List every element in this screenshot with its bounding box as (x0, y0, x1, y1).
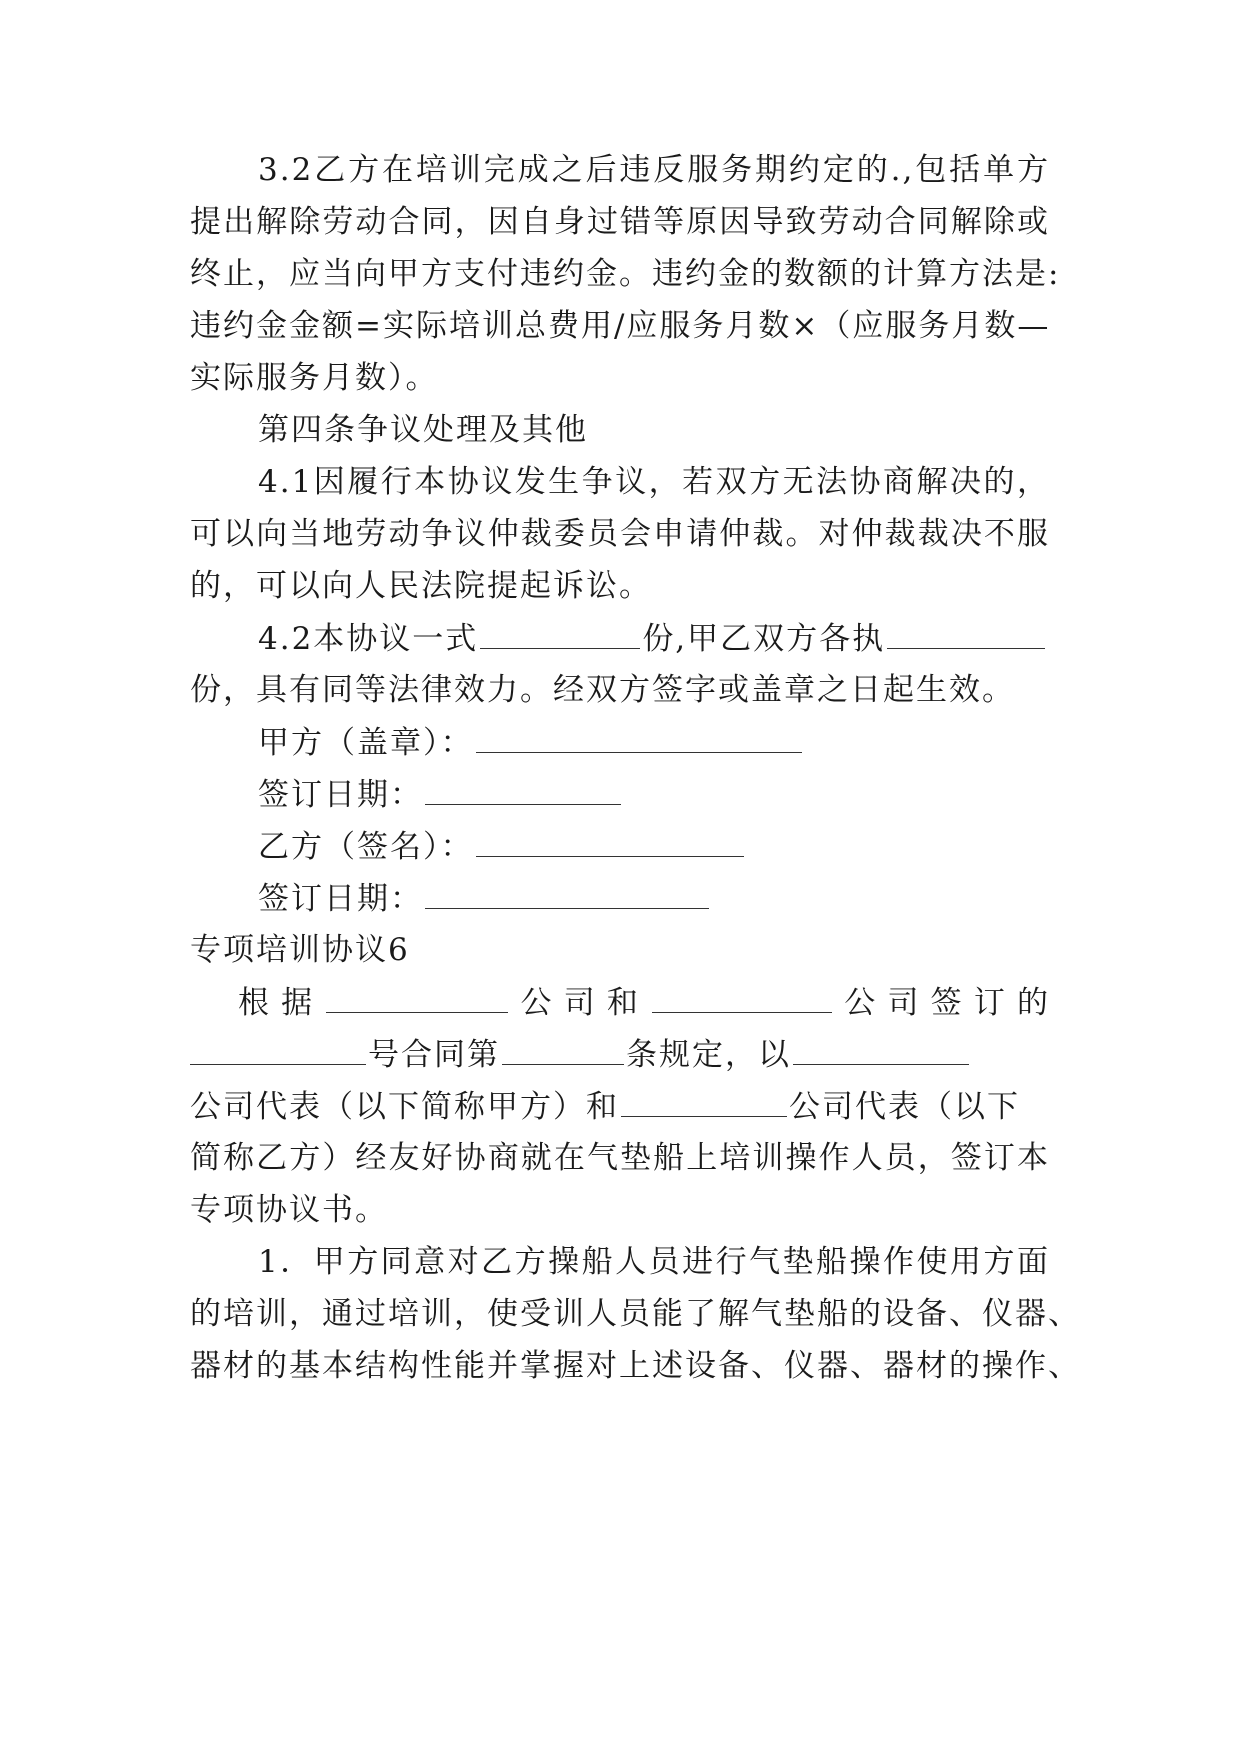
text-segment: 公司签订的 (834, 985, 1051, 1021)
company-blank[interactable] (652, 982, 832, 1013)
party-b-date-blank[interactable] (425, 878, 709, 909)
paragraph-line: 4.1因履行本协议发生争议，若双方无法协商解决的， (258, 464, 1050, 500)
paragraph-line (258, 618, 1050, 659)
copies-text: 4.2本协议一式 (258, 621, 479, 657)
text-segment: 号合同第 (368, 1037, 500, 1073)
party-b-blank[interactable] (476, 826, 744, 857)
paragraph-line: 1．甲方同意对乙方操船人员进行气垫船操作使用方面 (258, 1244, 1050, 1280)
company-blank[interactable] (793, 1034, 969, 1065)
each-party-blank[interactable] (887, 618, 1045, 649)
paragraph-line: 终止，应当向甲方支付违约金。违约金的数额的计算方法是: (190, 256, 1061, 292)
party-a-signature-line (258, 722, 1050, 763)
each-party-text: 份,甲乙双方各执 (642, 621, 886, 657)
paragraph-line (238, 982, 1050, 1023)
sign-date-label: 签订日期： (258, 881, 423, 917)
party-b-label: 乙方（签名）： (258, 829, 474, 865)
text-segment: 公司和 (510, 985, 651, 1021)
party-b-signature-line (258, 826, 1050, 867)
party-a-label: 甲方（盖章）： (258, 725, 474, 761)
copies-blank[interactable] (480, 618, 640, 649)
paragraph-line (190, 1034, 1050, 1075)
text-segment: 公司代表（以下简称甲方）和 (190, 1089, 619, 1125)
document-title: 专项培训协议6 (190, 932, 410, 968)
company-blank[interactable] (326, 982, 508, 1013)
paragraph-line: 份，具有同等法律效力。经双方签字或盖章之日起生效。 (190, 672, 1015, 708)
paragraph-line: 的，可以向人民法院提起诉讼。 (190, 568, 652, 604)
party-b-date-line (258, 878, 1050, 919)
section-heading: 第四条争议处理及其他 (258, 412, 588, 448)
sign-date-label: 签订日期： (258, 777, 423, 813)
article-blank[interactable] (502, 1034, 624, 1065)
paragraph-line: 3.2乙方在培训完成之后违反服务期约定的.,包括单方 (258, 152, 1050, 188)
paragraph-line: 可以向当地劳动争议仲裁委员会申请仲裁。对仲裁裁决不服 (190, 516, 1050, 552)
paragraph-line: 违约金金额=实际培训总费用/应服务月数×（应服务月数— (190, 308, 1051, 344)
paragraph-line: 实际服务月数）。 (190, 360, 439, 396)
text-segment: 公司代表（以下 (789, 1089, 1020, 1125)
paragraph-line: 的培训，通过培训，使受训人员能了解气垫船的设备、仪器、 (190, 1296, 1081, 1332)
text-segment: 根据 (238, 985, 325, 1021)
paragraph-line: 专项协议书。 (190, 1192, 388, 1228)
contract-number-blank[interactable] (190, 1034, 366, 1065)
company-blank[interactable] (621, 1086, 787, 1117)
paragraph-line (190, 1086, 1050, 1127)
text-segment: 条规定，以 (626, 1037, 791, 1073)
paragraph-line: 器材的基本结构性能并掌握对上述设备、仪器、器材的操作、 (190, 1348, 1081, 1384)
party-a-date-line (258, 774, 1050, 815)
paragraph-line: 提出解除劳动合同，因自身过错等原因导致劳动合同解除或 (190, 204, 1050, 240)
party-a-blank[interactable] (476, 722, 802, 753)
paragraph-line: 简称乙方）经友好协商就在气垫船上培训操作人员，签订本 (190, 1140, 1050, 1176)
party-a-date-blank[interactable] (425, 774, 621, 805)
